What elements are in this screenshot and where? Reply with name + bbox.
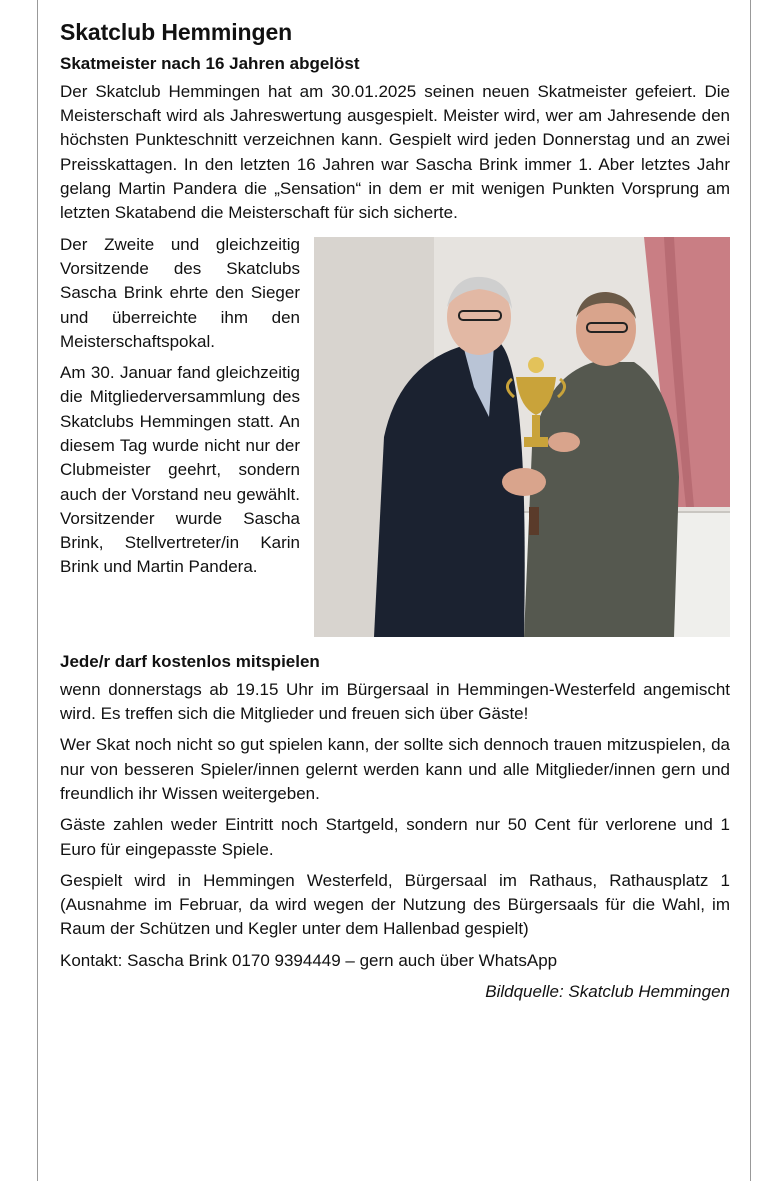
article <box>60 18 730 1011</box>
paragraph-beginners: Wer Skat noch nicht so gut spielen kann, der sollte sich dennoch trauen mitzuspielen, da nur von besseren Spieler/innen gelernt werden kann und alle Mitglieder/innen gern und freundlich ihr Wissen weitergeben. <box>60 735 730 803</box>
paragraph-intro: Der Skatclub Hemmingen hat am 30.01.2025 seinen neuen Skatmeister gefeiert. Die Meisterschaft wird als Jahreswertung ausgespielt. Meister wird, wer am Jahresende den höchsten Punkteschnitt verzeichnen kann. Gespielt wird jeden Donnerstag und an zwei Preisskattagen. In den letzten 16 Jahren war Sascha Brink immer 1. Aber letztes Jahr gelang Martin Pandera die „Sensation“ in dem er mit wenigen Punkten Vorsprung am letzten Skatabend die Meisterschaft für sich sicherte. <box>60 81 730 223</box>
article-title: Skatclub Hemmingen <box>60 19 293 45</box>
article-photo <box>314 237 730 637</box>
paragraph-honor: Der Zweite und gleichzeitig Vorsitzende des Skatclubs Sascha Brink ehrte den Sieger und überreichte ihm den Meisterschaftspokal. <box>60 234 300 351</box>
paragraph-fees: Gäste zahlen weder Eintritt noch Startgeld, sondern nur 50 Cent für verlorene und 1 Euro für eingepasste Spiele. <box>60 815 730 859</box>
column-rule-right <box>750 0 751 1181</box>
article-subtitle-2: Jede/r darf kostenlos mitspielen <box>60 651 320 671</box>
contact-line: Kontakt: Sascha Brink 0170 9394449 – gern auch über WhatsApp <box>60 950 558 970</box>
photo-text-block <box>60 233 730 643</box>
paragraph-assembly: Am 30. Januar fand gleichzeitig die Mitgliederversammlung des Skatclubs Hemmingen statt. An diesem Tag wurde nicht nur der Clubmeister geehrt, sondern auch der Vorstand neu gewählt. Vorsitzender wurde Sascha Brink, Stellvertreter/in Karin Brink und Martin Pandera. <box>60 363 300 577</box>
photo-trophy-handover <box>314 237 730 637</box>
article-subtitle-1: Skatmeister nach 16 Jahren abgelöst <box>60 53 360 73</box>
image-credit: Bildquelle: Skatclub Hemmingen <box>485 981 730 1001</box>
paragraph-play-times: wenn donnerstags ab 19.15 Uhr im Bürgersaal in Hemmingen-Westerfeld angemischt wird. Es treffen sich die Mitglieder und freuen sich über Gäste! <box>60 679 730 724</box>
column-rule-left <box>37 0 38 1181</box>
paragraph-location: Gespielt wird in Hemmingen Westerfeld, Bürgersaal im Rathaus, Rathausplatz 1 (Ausnahme im Februar, da wird wegen der Nutzung des Bürgersaals für die Wahl, im Raum der Schützen und Kegler unter dem Hallenbad gespielt) <box>60 870 730 939</box>
